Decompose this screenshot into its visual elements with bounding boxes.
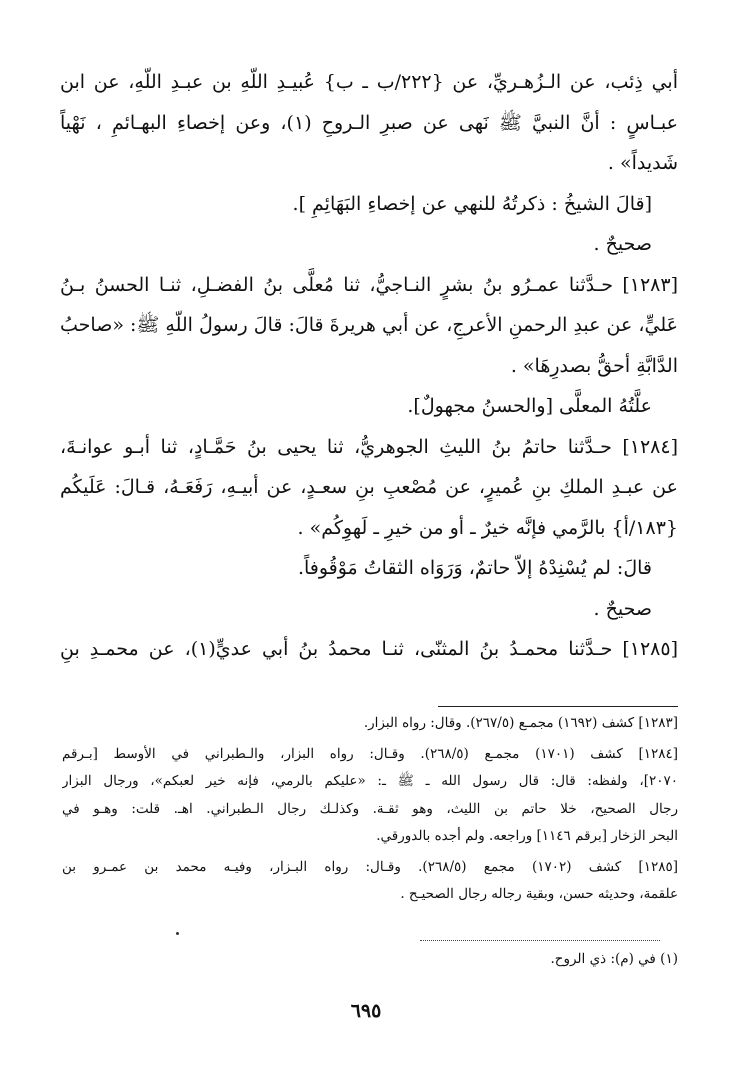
grade-sahih: صحيحٌ . [593, 597, 652, 620]
text-line: الدَّابَّةِ أحقُّ بصدرِهَا» . [510, 354, 678, 377]
text-line: شَديداً» . [607, 152, 678, 174]
takhrij-notes [62, 710, 678, 908]
text-line: عن عبـدِ الملكِ بنِ عُميرٍ، عن مُصْعبِ بنِ سعـدٍ، عن أبيـهِ، رَفَعَـهُ، قـالَ: عَلَيكُم [60, 476, 678, 498]
text-line: أبي ذِئب، عن الـزُهـريِّ، عن {٢٢٢/ب ـ ب} عُبيـدِ اللّهِ بن عبـدِ اللّهِ، عن ابن [60, 71, 678, 93]
hadith-1285-start: [١٢٨٥] حـدَّثنا محمـدُ بنُ المثنّى، ثنـا محمدُ بنُ أبي عديٍّ(١)، عن محمـدِ بنِ [60, 638, 678, 660]
note-line: البحر الزخار [برقم ١١٤٦] وراجعه. ولم أجده بالدورقي. [376, 827, 678, 844]
page-number: ٦٩٥ [350, 1000, 382, 1022]
text-line: عبـاسٍ : أنَّ النبيَّ ﷺ نَهى عن صبرِ الـروحِ (١)، وعن إخصاءِ البهـائمِ ، نَهْياً [60, 111, 678, 134]
shaykh-comment: [قالَ الشيخُ : ذكرتُهُ للنهي عن إخصاءِ البَهَائِمِ ]. [292, 192, 652, 215]
main-text [60, 62, 678, 670]
hadith-1284-start: [١٢٨٤] حـدَّثنا حاتمُ بنُ الليثِ الجوهريُّ، ثنا يحيى بنُ حَمَّـادٍ، ثنا أبـو عوانـةَ، [60, 435, 678, 458]
note-line: علقمة، وحديثه حسن، وبقية رجاله رجال الصحيـح . [400, 886, 678, 903]
illa-comment: علَّتُهُ المعلَّى [والحسنُ مجهولٌ]. [407, 395, 652, 417]
qala-comment: قالَ: لم يُسْنِدْهُ إلاّ حاتمٌ، وَرَوَاه الثقاتُ مَوْقُوفاً. [297, 557, 652, 579]
text-line: {١٨٣/أ} بالرَّمي فإنَّه خيرٌ ـ أو من خيرِ ـ لَهوِكُم» . [297, 516, 678, 539]
grade-sahih: صحيحٌ . [593, 233, 652, 255]
footnote: (١) في (م): ذي الروح. [550, 951, 678, 967]
notes-divider [438, 706, 678, 707]
note-line: [١٢٨٤] كشف (١٧٠١) مجمـع (٢٦٨/٥). وقـال: رواه البزار، والـطبراني في الأوسط [بـرقم [62, 746, 678, 763]
footnote-divider [420, 940, 660, 941]
note-line: ٢٠٧٠]، ولفظه: قال: قال رسول الله ـ ﷺ ـ: «عليكم بالرمي، فإنه خير لعبكم»، ورجال البزار [62, 773, 678, 790]
text-line: عَليٍّ، عن عبدِ الرحمنِ الأعرجِ، عن أبي هريرةَ قالَ: قالَ رسولُ اللّهِ ﷺ: «صاحبُ [60, 314, 678, 336]
note-line: [١٢٨٣] كشف (١٦٩٢) مجمـع (٢٦٧/٥). وقال: رواه البزار. [363, 715, 678, 731]
print-speck [176, 932, 179, 935]
note-line: رجال الصحيح، خلا حاتم بن الليث، وهو ثقـة. وكذلـك رجال الـطبراني. اهـ. قلت: وهـو في [62, 800, 678, 817]
hadith-1283-start: [١٢٨٣] حـدَّثنا عمـرُو بنُ بشرٍ النـاجيُّ، ثنا مُعلَّى بنُ الفضـلِ، ثنـا الحسنُ بـنُ [60, 273, 678, 296]
note-line: [١٢٨٥] كشف (١٧٠٢) مجمع (٢٦٨/٥). وقـال: رواه البـزار، وفيـه محمد بن عمـرو بن [62, 858, 678, 875]
